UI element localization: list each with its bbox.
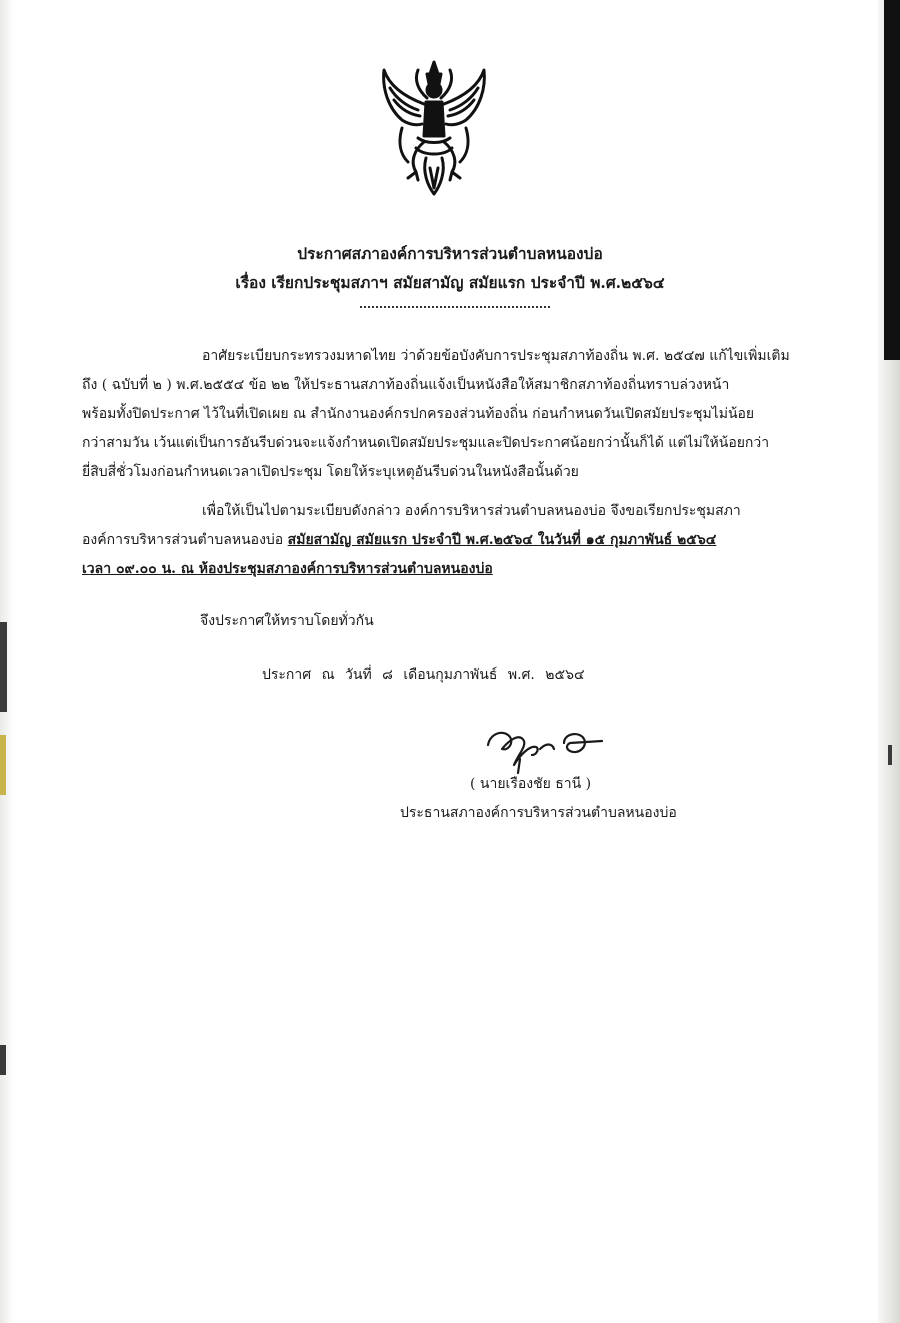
closing-statement: จึงประกาศให้ทราบโดยทั่วกัน <box>200 613 374 629</box>
paragraph-line: ถึง ( ฉบับที่ ๒ ) พ.ศ.๒๕๕๔ ข้อ ๒๒ ให้ประธานสภาท้องถิ่นแจ้งเป็นหนังสือให้สมาชิกสภาท้องถิ่นทราบล่วงหน้า <box>82 377 730 393</box>
margin-ink-mark <box>888 745 892 765</box>
signer-name: ( นายเรืองชัย ธานี ) <box>470 776 592 792</box>
paragraph-line: กว่าสามวัน เว้นแต่เป็นการอันรีบด่วนจะแจ้งกำหนดเปิดสมัยประชุมและปิดประกาศน้อยกว่านั้นก็ได้ แต่ไม่ให้น้อยกว่า <box>82 435 770 451</box>
announcement-subject: เรื่อง เรียกประชุมสภาฯ สมัยสามัญ สมัยแรก ประจำปี พ.ศ.๒๕๖๔ <box>235 273 665 292</box>
announcement-title: ประกาศสภาองค์การบริหารส่วนตำบลหนองบ่อ <box>297 244 603 263</box>
margin-tape-mark <box>0 735 6 795</box>
paragraph-line: เพื่อให้เป็นไปตามระเบียบดังกล่าว องค์การบริหารส่วนตำบลหนองบ่อ จึงขอเรียกประชุมสภา <box>202 503 741 519</box>
org-name-text: องค์การบริหารส่วนตำบลหนองบ่อ <box>82 532 288 548</box>
scan-background-corner <box>884 0 900 360</box>
title-dotted-divider <box>360 306 550 308</box>
paragraph-line: พร้อมทั้งปิดประกาศ ไว้ในที่เปิดเผย ณ สำนักงานองค์กรปกครองส่วนท้องถิ่น ก่อนกำหนดวันเปิดสมัยประชุมไม่น้อย <box>82 406 755 422</box>
paragraph-line <box>82 555 822 584</box>
meeting-session-date: สมัยสามัญ สมัยแรก ประจำปี พ.ศ.๒๕๖๔ ในวันที่ ๑๕ กุมภาพันธ์ ๒๕๖๔ <box>287 532 717 548</box>
announcement-date: ประกาศ ณ วันที่ ๘ เดือนกุมภาพันธ์ พ.ศ. ๒๕๖๔ <box>262 667 585 683</box>
garuda-emblem-icon <box>378 58 490 198</box>
handwritten-signature <box>480 715 610 775</box>
paragraph-line: อาศัยระเบียบกระทรวงมหาดไทย ว่าด้วยข้อบังคับการประชุมสภาท้องถิ่น พ.ศ. ๒๕๔๗ แก้ไขเพิ่มเติม <box>202 348 790 364</box>
margin-ink-mark <box>0 622 7 712</box>
meeting-time-location: เวลา ๐๙.๐๐ น. ณ ห้องประชุมสภาองค์การบริหารส่วนตำบลหนองบ่อ <box>82 561 493 577</box>
paragraph-line <box>82 526 822 555</box>
paragraph-meeting-call <box>82 497 822 584</box>
margin-ink-mark <box>0 1045 6 1075</box>
paragraph-line: ยี่สิบสี่ชั่วโมงก่อนกำหนดเวลาเปิดประชุม โดยให้ระบุเหตุอันรีบด่วนในหนังสือนั้นด้วย <box>82 464 579 480</box>
signer-position: ประธานสภาองค์การบริหารส่วนตำบลหนองบ่อ <box>400 805 677 821</box>
paragraph-regulation <box>82 342 822 487</box>
